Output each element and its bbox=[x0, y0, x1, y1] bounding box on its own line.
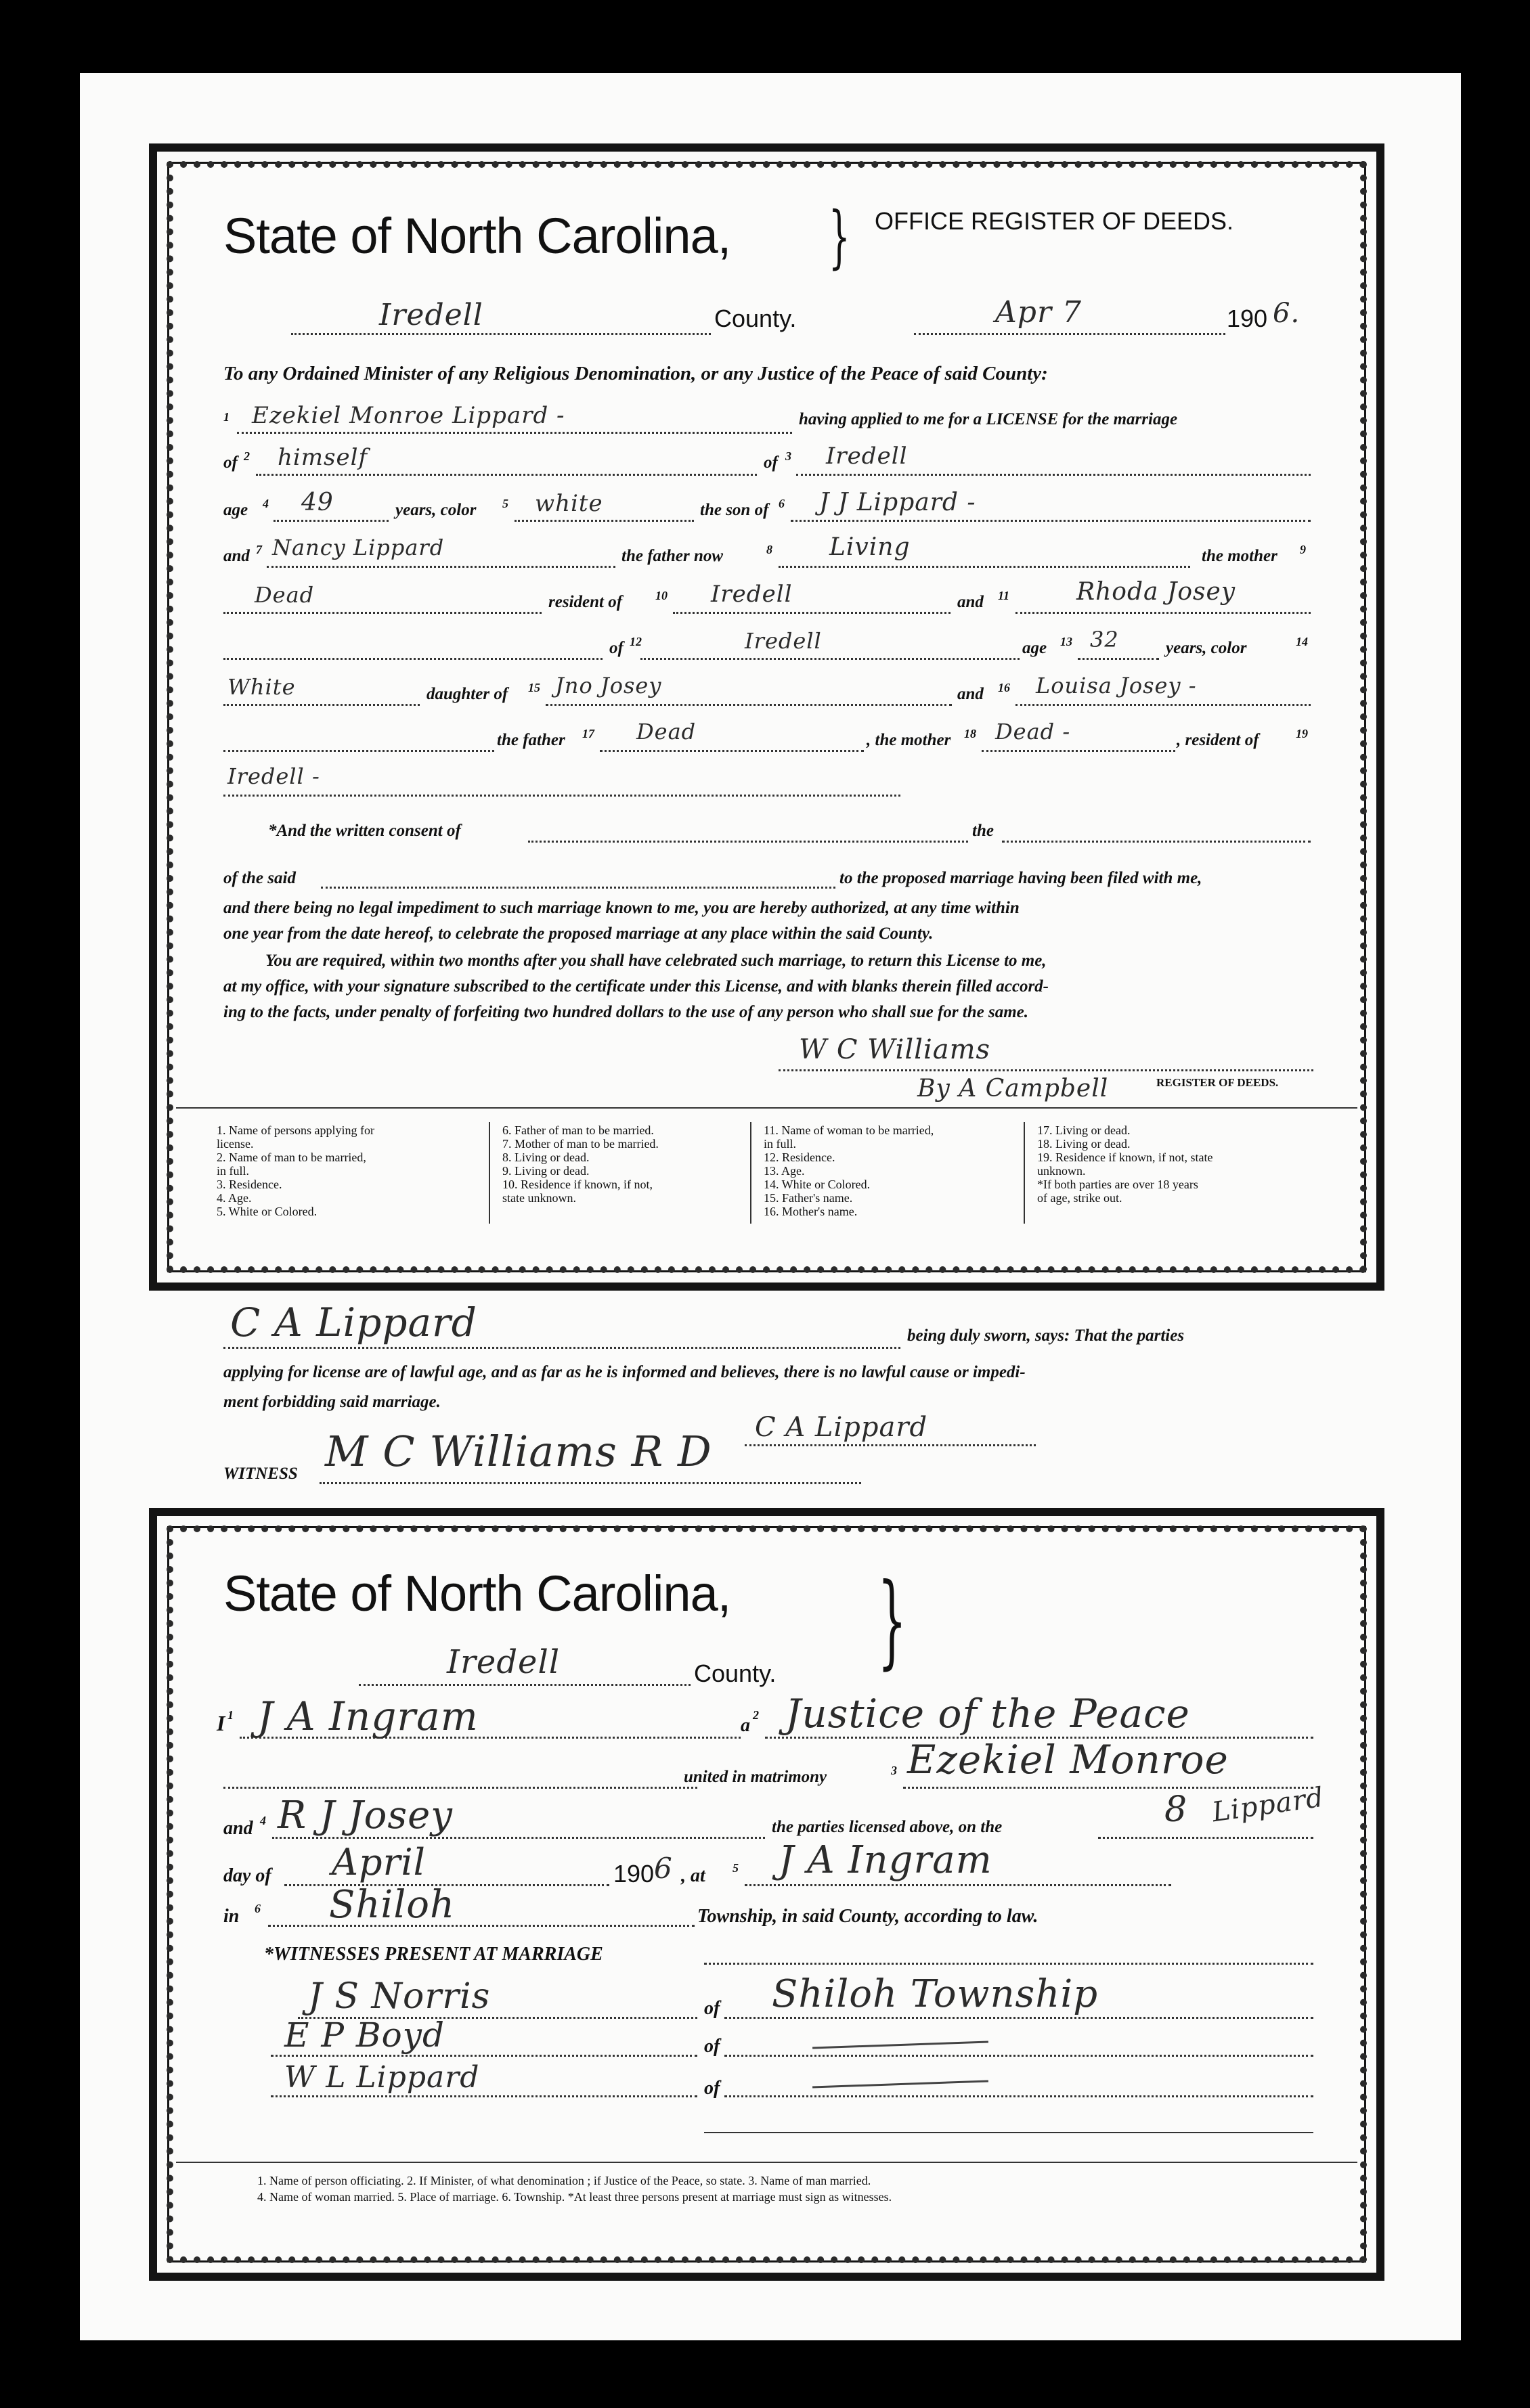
certificate-year-value: 6 bbox=[654, 1852, 673, 1885]
paragraph2-line2: at my office, with your signature subscribed to the certificate under this License, and with blanks therein filled accord- bbox=[223, 977, 1049, 996]
in-label: in bbox=[223, 1906, 240, 1927]
groom-parents-residence: Iredell bbox=[711, 581, 793, 608]
a-label: a bbox=[741, 1715, 750, 1736]
of-label: of bbox=[609, 639, 624, 657]
field-number: 15 bbox=[528, 681, 540, 694]
daughter-of-label: daughter of bbox=[427, 685, 508, 703]
bride-name: Rhoda Josey bbox=[1076, 578, 1236, 606]
groom-name: himself bbox=[278, 444, 368, 471]
certificate-county-value: Iredell bbox=[447, 1643, 561, 1681]
bride-parents-residence: Iredell - bbox=[227, 763, 320, 789]
groom-surname-continued: Lippard bbox=[1210, 1781, 1326, 1829]
affidavit-line2: applying for license are of lawful age, and as far as he is informed and believes, there is no lawful cause or impedi- bbox=[223, 1363, 1026, 1381]
certificate-footer-line1: 1. Name of person officiating. 2. If Minister, of what denomination ; if Justice of the Peace, so state. 3. Name of man married. bbox=[257, 2174, 871, 2187]
paragraph2-line3: ing to the facts, under penalty of forfeiting two hundred dollars to the use of any person who shall sue for the same. bbox=[223, 1003, 1029, 1021]
bride-mother: Louisa Josey - bbox=[1036, 673, 1197, 698]
field-number: 5 bbox=[502, 497, 508, 510]
field-number: 1 bbox=[227, 1708, 234, 1722]
age-label: age bbox=[1022, 639, 1047, 657]
son-of-label: the son of bbox=[700, 501, 769, 519]
mother-label: the mother bbox=[1202, 547, 1277, 565]
address-line: To any Ordained Minister of any Religious Denomination, or any Justice of the Peace of said County: bbox=[223, 363, 1048, 384]
marriage-place: J A Ingram bbox=[779, 1838, 992, 1882]
i-label: I bbox=[217, 1711, 225, 1735]
witnesses-heading: *WITNESSES PRESENT AT MARRIAGE bbox=[264, 1944, 603, 1965]
paragraph2-line1: You are required, within two months after you shall have celebrated such marriage, to return this License to me, bbox=[265, 952, 1047, 970]
field-number: 3 bbox=[891, 1764, 897, 1777]
consent-the-label: the bbox=[972, 822, 994, 840]
field-number: 18 bbox=[964, 727, 976, 740]
affidavit-line3: ment forbidding said marriage. bbox=[223, 1393, 441, 1411]
resident-of-label: , resident of bbox=[1177, 731, 1259, 749]
groom-father-status: Living bbox=[829, 533, 911, 561]
deputy-signature: By A Campbell bbox=[917, 1075, 1109, 1102]
field-number: 6 bbox=[779, 497, 785, 510]
license-date-value: Apr 7 bbox=[995, 295, 1082, 330]
of-the-said-label: of the said bbox=[223, 869, 296, 887]
affiant-name: C A Lippard bbox=[230, 1299, 477, 1345]
groom-married-name: Ezekiel Monroe bbox=[907, 1737, 1229, 1783]
field-number: 5 bbox=[733, 1861, 739, 1875]
bride-father-status: Dead bbox=[636, 719, 697, 744]
field-number: 4 bbox=[260, 1814, 266, 1827]
witness-3-of: of bbox=[704, 2078, 720, 2099]
officiant-name: J A Ingram bbox=[257, 1693, 479, 1739]
county-label: County. bbox=[714, 305, 797, 332]
field-number: 6 bbox=[255, 1902, 261, 1915]
applicant-name: Ezekiel Monroe Lippard - bbox=[252, 402, 565, 429]
license-county-value: Iredell bbox=[379, 298, 483, 332]
licensed-text: the parties licensed above, on the bbox=[772, 1818, 1003, 1836]
applying-text: having applied to me for a LICENSE for the marriage bbox=[799, 410, 1178, 428]
witness-1-of: of bbox=[704, 1998, 720, 2019]
certificate-footer-line2: 4. Name of woman married. 5. Place of marriage. 6. Township. *At least three persons present at marriage must sign as witnesses. bbox=[257, 2190, 892, 2204]
legend-column-3: 11. Name of woman to be married, in full. 12. Residence. 13. Age. 14. White or Colored. 15. Father's name. 16. Mother's name. bbox=[764, 1123, 934, 1218]
affiant-signature: C A Lippard bbox=[755, 1412, 928, 1443]
license-title: State of North Carolina, bbox=[223, 208, 731, 264]
field-number: 13 bbox=[1060, 635, 1072, 648]
day-of-label: day of bbox=[223, 1865, 271, 1886]
father-now-label: the father now bbox=[621, 547, 724, 565]
bride-color: White bbox=[227, 674, 296, 700]
witness-1-name: J S Norris bbox=[308, 1976, 491, 2017]
and-label: and bbox=[223, 1818, 253, 1839]
witness-3-name: W L Lippard bbox=[284, 2060, 480, 2095]
mother-label: , the mother bbox=[867, 731, 951, 749]
field-number: 4 bbox=[263, 497, 269, 510]
years-color-label: years, color bbox=[395, 501, 477, 519]
legend-column-2: 6. Father of man to be married. 7. Mother of man to be married. 8. Living or dead. 9. Living or dead. 10. Residence if known, if not, state unknown. bbox=[502, 1123, 659, 1205]
paragraph1-line2: and there being no legal impediment to such marriage known to me, you are hereby authorized, at any time within bbox=[223, 899, 1020, 917]
office-heading: OFFICE REGISTER OF DEEDS. bbox=[875, 207, 1234, 235]
paragraph1-line1: to the proposed marriage having been filed with me, bbox=[839, 869, 1202, 887]
field-number: 14 bbox=[1296, 635, 1308, 648]
of-label: of bbox=[223, 453, 238, 472]
field-number: 16 bbox=[998, 681, 1010, 694]
resident-of-label: resident of bbox=[548, 593, 623, 611]
certificate-year-prefix: 190 bbox=[613, 1860, 655, 1888]
marriage-day: 8 bbox=[1164, 1789, 1188, 1830]
age-label: age bbox=[223, 501, 248, 519]
field-number: 3 bbox=[785, 449, 791, 463]
witness-label: WITNESS bbox=[223, 1465, 298, 1483]
paragraph1-line3: one year from the date hereof, to celebrate the proposed marriage at any place within the said County. bbox=[223, 924, 934, 943]
at-label: , at bbox=[681, 1865, 705, 1886]
groom-color: white bbox=[535, 490, 603, 517]
sworn-text: being duly sworn, says: That the parties bbox=[907, 1326, 1185, 1345]
bride-age: 32 bbox=[1090, 627, 1119, 652]
bride-mother-status: Dead - bbox=[995, 719, 1071, 744]
field-number: 2 bbox=[244, 449, 250, 463]
register-signature: W C Williams bbox=[799, 1034, 991, 1065]
father-label: the father bbox=[497, 731, 565, 749]
license-brace: } bbox=[828, 197, 850, 276]
groom-residence: Iredell bbox=[826, 443, 908, 470]
marriage-month: April bbox=[332, 1841, 426, 1883]
field-number: 9 bbox=[1300, 543, 1306, 556]
field-number: 17 bbox=[582, 727, 594, 740]
bride-father: Jno Josey bbox=[555, 673, 662, 698]
certificate-brace: } bbox=[877, 1562, 907, 1680]
field-number: 12 bbox=[630, 635, 642, 648]
and-label: and bbox=[957, 685, 984, 703]
groom-mother: Nancy Lippard bbox=[272, 535, 445, 560]
township-text: Township, in said County, according to law. bbox=[697, 1906, 1039, 1927]
groom-father: J J Lippard - bbox=[819, 489, 976, 516]
witness-2-of: of bbox=[704, 2036, 720, 2057]
witness-signature: M C Williams R D bbox=[325, 1427, 712, 1476]
and-label: and bbox=[957, 593, 984, 611]
field-number: 2 bbox=[753, 1708, 759, 1722]
years-color-label: years, color bbox=[1166, 639, 1247, 657]
township-name: Shiloh bbox=[329, 1883, 456, 1927]
field-number: 19 bbox=[1296, 727, 1308, 740]
bride-residence: Iredell bbox=[745, 628, 822, 654]
groom-mother-status: Dead bbox=[255, 582, 315, 608]
witness-2-name: E P Boyd bbox=[284, 2015, 445, 2055]
field-number: 8 bbox=[766, 543, 772, 556]
legend-column-4: 17. Living or dead. 18. Living or dead. 19. Residence if known, if not, state unknown. *If both parties are over 18 years of age, strike out. bbox=[1037, 1123, 1213, 1205]
field-number: 1 bbox=[223, 410, 230, 424]
of-label: of bbox=[764, 453, 778, 472]
groom-age: 49 bbox=[301, 489, 334, 516]
year-prefix: 190 bbox=[1227, 305, 1268, 332]
witness-1-place: Shiloh Township bbox=[772, 1972, 1099, 2016]
year-value: 6. bbox=[1273, 298, 1300, 329]
certificate-county-label: County. bbox=[694, 1659, 777, 1687]
legend-column-1: 1. Name of persons applying for license. 2. Name of man to be married, in full. 3. Residence. 4. Age. 5. White or Colored. bbox=[217, 1123, 374, 1218]
officiant-office: Justice of the Peace bbox=[785, 1691, 1190, 1737]
consent-label: *And the written consent of bbox=[268, 822, 461, 840]
united-text: united in matrimony bbox=[684, 1768, 827, 1786]
field-number: 10 bbox=[655, 589, 668, 602]
certificate-title: State of North Carolina, bbox=[223, 1565, 731, 1622]
and-label: and bbox=[223, 547, 250, 565]
bride-married-name: R J Josey bbox=[278, 1793, 453, 1837]
field-number: 11 bbox=[998, 589, 1010, 602]
register-of-deeds-label: REGISTER OF DEEDS. bbox=[1156, 1076, 1279, 1089]
field-number: 7 bbox=[256, 543, 262, 556]
